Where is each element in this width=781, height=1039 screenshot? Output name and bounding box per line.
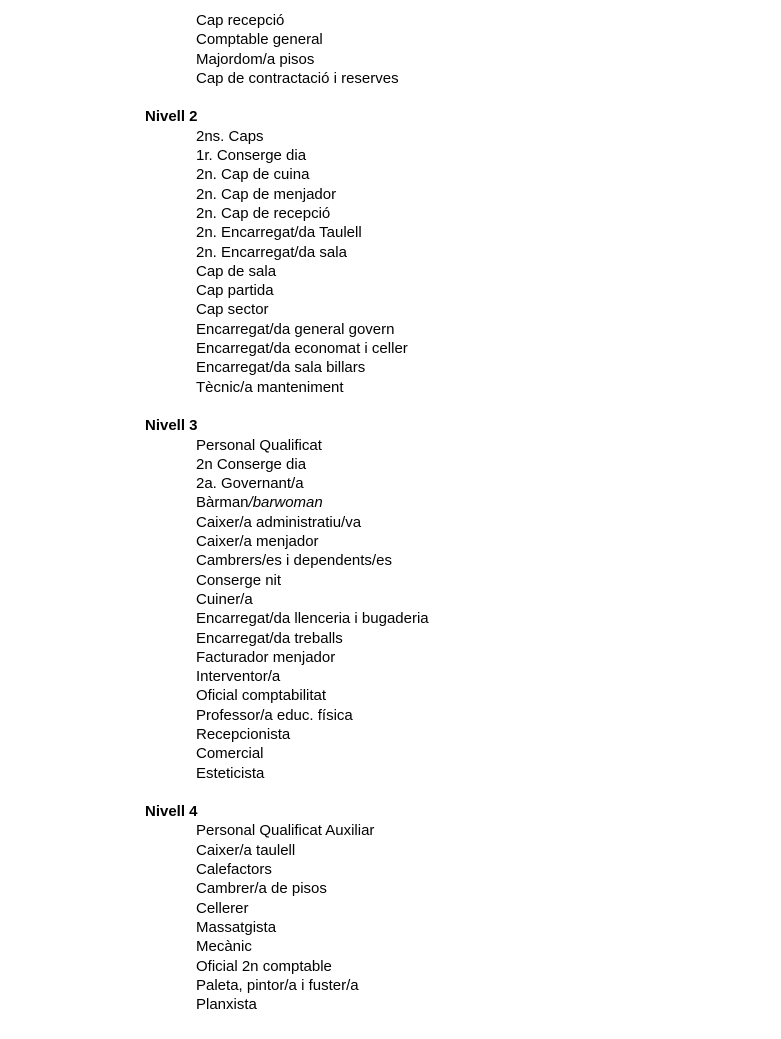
- sections-container: [0, 107, 781, 1014]
- list-item: 2n. Cap de cuina: [196, 166, 310, 184]
- list-item: 2n. Encarregat/da sala: [196, 243, 347, 261]
- list-item: 1r. Conserge dia: [196, 147, 307, 165]
- list-item: Caixer/a administratiu/va: [196, 513, 362, 531]
- list-item: Caixer/a menjador: [196, 533, 319, 551]
- list-item: Personal Qualificat: [196, 436, 322, 454]
- list-item: Personal Qualificat Auxiliar: [196, 822, 375, 840]
- list-item: Cap de contractació i reserves: [196, 69, 399, 87]
- list-item: Caixer/a taulell: [196, 841, 296, 859]
- list-item: Oficial 2n comptable: [196, 957, 332, 975]
- list-item: Oficial comptabilitat: [196, 687, 327, 705]
- list-item: [0, 493, 781, 512]
- list-item: Encarregat/da treballs: [196, 629, 343, 647]
- list-item: Cap partida: [196, 282, 274, 300]
- list-item: Comptable general: [196, 31, 323, 49]
- section-heading: Nivell 3: [145, 417, 198, 435]
- list-item: Cap recepció: [196, 12, 285, 29]
- list-item: Conserge nit: [196, 571, 282, 589]
- level-section: [0, 416, 781, 783]
- leading-list: [0, 11, 781, 88]
- list-item: Massatgista: [196, 918, 277, 936]
- list-item: 2a. Governant/a: [196, 475, 304, 493]
- list-item: Cambrer/a de pisos: [196, 880, 327, 898]
- list-item: Encarregat/da sala billars: [196, 359, 366, 377]
- list-item: Encarregat/da llenceria i bugaderia: [196, 610, 429, 628]
- list-item: Recepcionista: [196, 725, 291, 743]
- list-item: Comercial: [196, 745, 264, 763]
- list-item: 2n. Cap de menjador: [196, 185, 337, 203]
- list-item: Tècnic/a manteniment: [196, 378, 344, 396]
- list-item: Calefactors: [196, 861, 272, 879]
- list-item: Encarregat/da general govern: [196, 320, 395, 338]
- list-item: Cuiner/a: [196, 590, 253, 608]
- list-item: Cap sector: [196, 301, 269, 319]
- list-item: Interventor/a: [196, 668, 281, 686]
- list-item: Cellerer: [196, 899, 249, 917]
- level-section: [0, 802, 781, 1014]
- list-item: Planxista: [196, 996, 257, 1014]
- section-heading: Nivell 2: [145, 108, 198, 126]
- list-item: Facturador menjador: [196, 648, 336, 666]
- list-item: 2n Conserge dia: [196, 455, 307, 473]
- list-item: Mecànic: [196, 938, 252, 956]
- list-item: Encarregat/da economat i celler: [196, 340, 408, 358]
- list-item: 2ns. Caps: [196, 127, 264, 145]
- level-section: [0, 107, 781, 396]
- list-item: 2n. Encarregat/da Taulell: [196, 224, 362, 242]
- list-item: Majordom/a pisos: [196, 50, 315, 68]
- list-item-text: Bàrman: [196, 494, 249, 512]
- list-item: Cap de sala: [196, 262, 277, 280]
- list-item: Cambrers/es i dependents/es: [196, 552, 392, 570]
- list-item: 2n. Cap de recepció: [196, 204, 331, 222]
- section-heading: Nivell 4: [145, 803, 198, 821]
- list-item: Professor/a educ. física: [196, 706, 353, 724]
- list-item: Paleta, pintor/a i fuster/a: [196, 976, 359, 994]
- list-item: Esteticista: [196, 764, 265, 782]
- list-item-italic-text: /barwoman: [248, 494, 323, 512]
